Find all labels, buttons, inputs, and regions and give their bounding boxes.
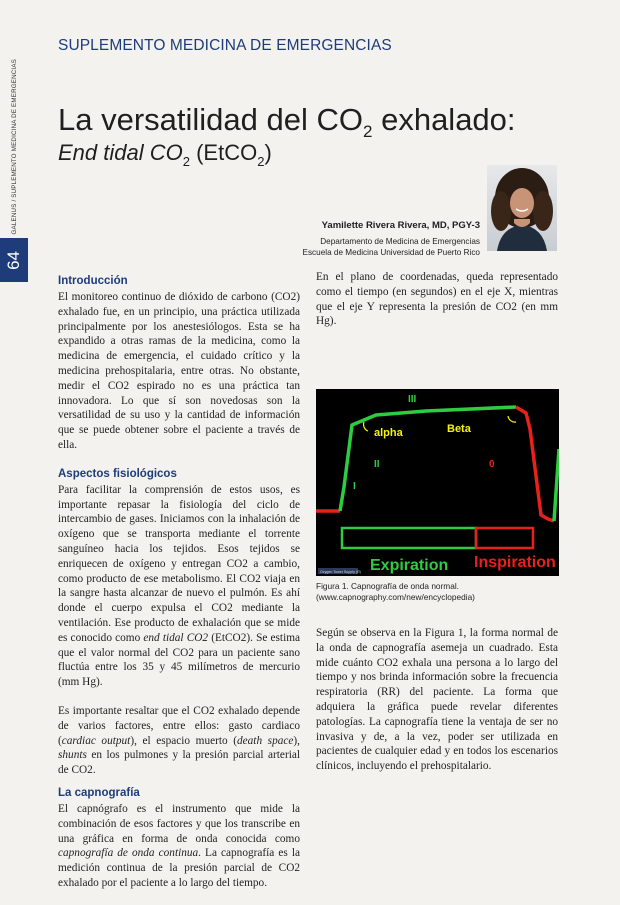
- caption-line-2: (www.capnography.com/new/encyclopedia): [316, 591, 475, 602]
- label-phase-iii: III: [408, 394, 417, 405]
- text-run: Es importante resaltar que el CO2 exhalado depende de varios factores, entre ellos: gasto cardiaco (: [58, 704, 300, 747]
- running-head-text: GALENUS / SUPLEMENTO MEDICINA DE EMERGENCIAS: [10, 58, 18, 234]
- label-phase-i: I: [353, 481, 356, 492]
- author-school: Escuela de Medicina Universidad de Puerto Rico: [302, 247, 480, 257]
- right-column-bottom: [316, 626, 558, 788]
- paragraph-figure: Según se observa en la Figura 1, la forma normal de la onda de capnografía asemeja un cuadrado. Esta mide cuánto CO2 exhala una persona a lo largo del tiempo y nos brinda información sobre la frecuencia respiratoria (RR) del paciente. La forma que adquiera la gráfica puede revelar diferentes patologías. La capnografía tiene la ventaja de ser no invasiva y de, a la vez, poder ser utilizada en pacientes de cualquier edad y en todos los escenarios clínicos, incluyendo el prehospitalario.: [316, 627, 558, 773]
- capnography-waveform: [316, 389, 559, 576]
- page-number-tab: [0, 238, 28, 282]
- subtitle-end: ): [264, 140, 272, 165]
- label-phase-0: 0: [489, 459, 495, 470]
- paragraph-intro: El monitoreo continuo de dióxido de carbono (CO2) exhalado fue, en un principio, una práctica utilizada principalmente por los anestesiólogos. Esta se ha expandido a otras ramas de la medicina, como la medicina de emergencia, el cuidado crítico y la medicina prehospitalaria, entre otras. No obstante, medir el CO2 espirado no es una práctica tan innovadora. Lo que sí son novedosas son la versatilidad de su uso y la cantidad de información que se puede obtener sobre el paciente a través de ella.: [58, 291, 300, 451]
- label-expiration: Expiration: [370, 557, 449, 574]
- author-name: Yamilette Rivera Rivera, MD, PGY-3: [321, 220, 480, 231]
- label-phase-ii: II: [374, 459, 380, 470]
- page-title: [58, 102, 516, 141]
- subtitle-subscript-1: 2: [182, 154, 190, 169]
- paragraph-plane: En el plano de coordenadas, queda representado como el tiempo (en segundos) en el eje X, mientras que el eje Y representa la presión de CO2 (en mm Hg).: [316, 271, 558, 328]
- text-run-italic: shunts: [58, 749, 87, 762]
- title-part-end: exhalado:: [372, 102, 516, 137]
- capnography-figure: [316, 389, 559, 576]
- text-run-italic: end tidal CO2: [143, 631, 209, 644]
- text-run-italic: capnografía de onda continua: [58, 847, 199, 860]
- text-run: El capnógrafo es el instrumento que mide la combinación de esos factores y que los transcribe en una gráfica en forma de onda conocida como: [58, 802, 300, 845]
- label-alpha: alpha: [374, 427, 403, 439]
- paragraph-physio-1: [58, 483, 300, 690]
- title-part: La versatilidad del CO: [58, 102, 363, 137]
- heading-la-capnografia: La capnografía: [58, 786, 140, 799]
- text-run-italic: death space: [237, 734, 294, 747]
- section-header: SUPLEMENTO MEDICINA DE EMERGENCIAS: [58, 37, 392, 54]
- text-run: ), el espacio muerto (: [130, 734, 237, 747]
- right-column-top: [316, 270, 558, 343]
- text-run: (EtCO2). Se estima que el valor normal del CO2 para un paciente sano fluctúa entre los 35 y 45 milímetros de mercurio (mm Hg).: [58, 631, 301, 689]
- author-affiliation: [303, 237, 481, 258]
- paragraph-physio-2: [58, 704, 300, 778]
- left-column: [58, 270, 300, 905]
- author-photo: [487, 165, 557, 251]
- paragraph-capno: [58, 802, 300, 891]
- watermark-text: Oxygen Tower Supply (R): [320, 570, 361, 574]
- caption-line-1: Figura 1. Capnografía de onda normal.: [316, 581, 459, 591]
- sidebar: [0, 0, 28, 802]
- text-run: Para facilitar la comprensión de estos usos, es importante repasar la fisiología del ciclo de intercambio de gases. Iniciamos con la inhalación de oxígeno que se transporta mediante el torrente sanguíneo hacia los tejidos. Esos tejidos se enriquecen de oxígeno y entregan CO2 a cambio, como producto de ese metabolismo. El CO2 viaja en la sangre hasta alcanzar de nuevo el pulmón. Es ahí donde el cuerpo expulsa el CO2 mediante la ventilación. Ese producto de exhalación que se mide es conocido como: [58, 483, 300, 644]
- heading-aspectos-fisiologicos: Aspectos fisiológicos: [58, 467, 177, 480]
- label-inspiration: Inspiration: [474, 554, 556, 571]
- label-beta: Beta: [447, 423, 471, 435]
- subtitle-mid: (EtCO: [189, 140, 258, 165]
- subtitle-italic: End tidal CO: [58, 140, 183, 165]
- heading-introduccion: Introducción: [58, 275, 128, 287]
- author-department: Departamento de Medicina de Emergencias: [320, 237, 480, 246]
- text-run: . La capnografía es la medición continua de la presión parcial de CO2 exhalado por el paciente a lo largo del tiempo.: [58, 847, 300, 889]
- page-number: 64: [4, 250, 23, 270]
- title-subscript: 2: [363, 122, 373, 141]
- text-run: ),: [293, 734, 300, 747]
- text-run-italic: cardiac output: [61, 734, 131, 747]
- running-head: [3, 34, 25, 234]
- page-subtitle: [58, 140, 272, 169]
- text-run: en los pulmones y la presión parcial arterial de CO2.: [58, 749, 300, 777]
- subtitle-subscript-2: 2: [257, 154, 265, 169]
- figure-caption: [316, 581, 559, 602]
